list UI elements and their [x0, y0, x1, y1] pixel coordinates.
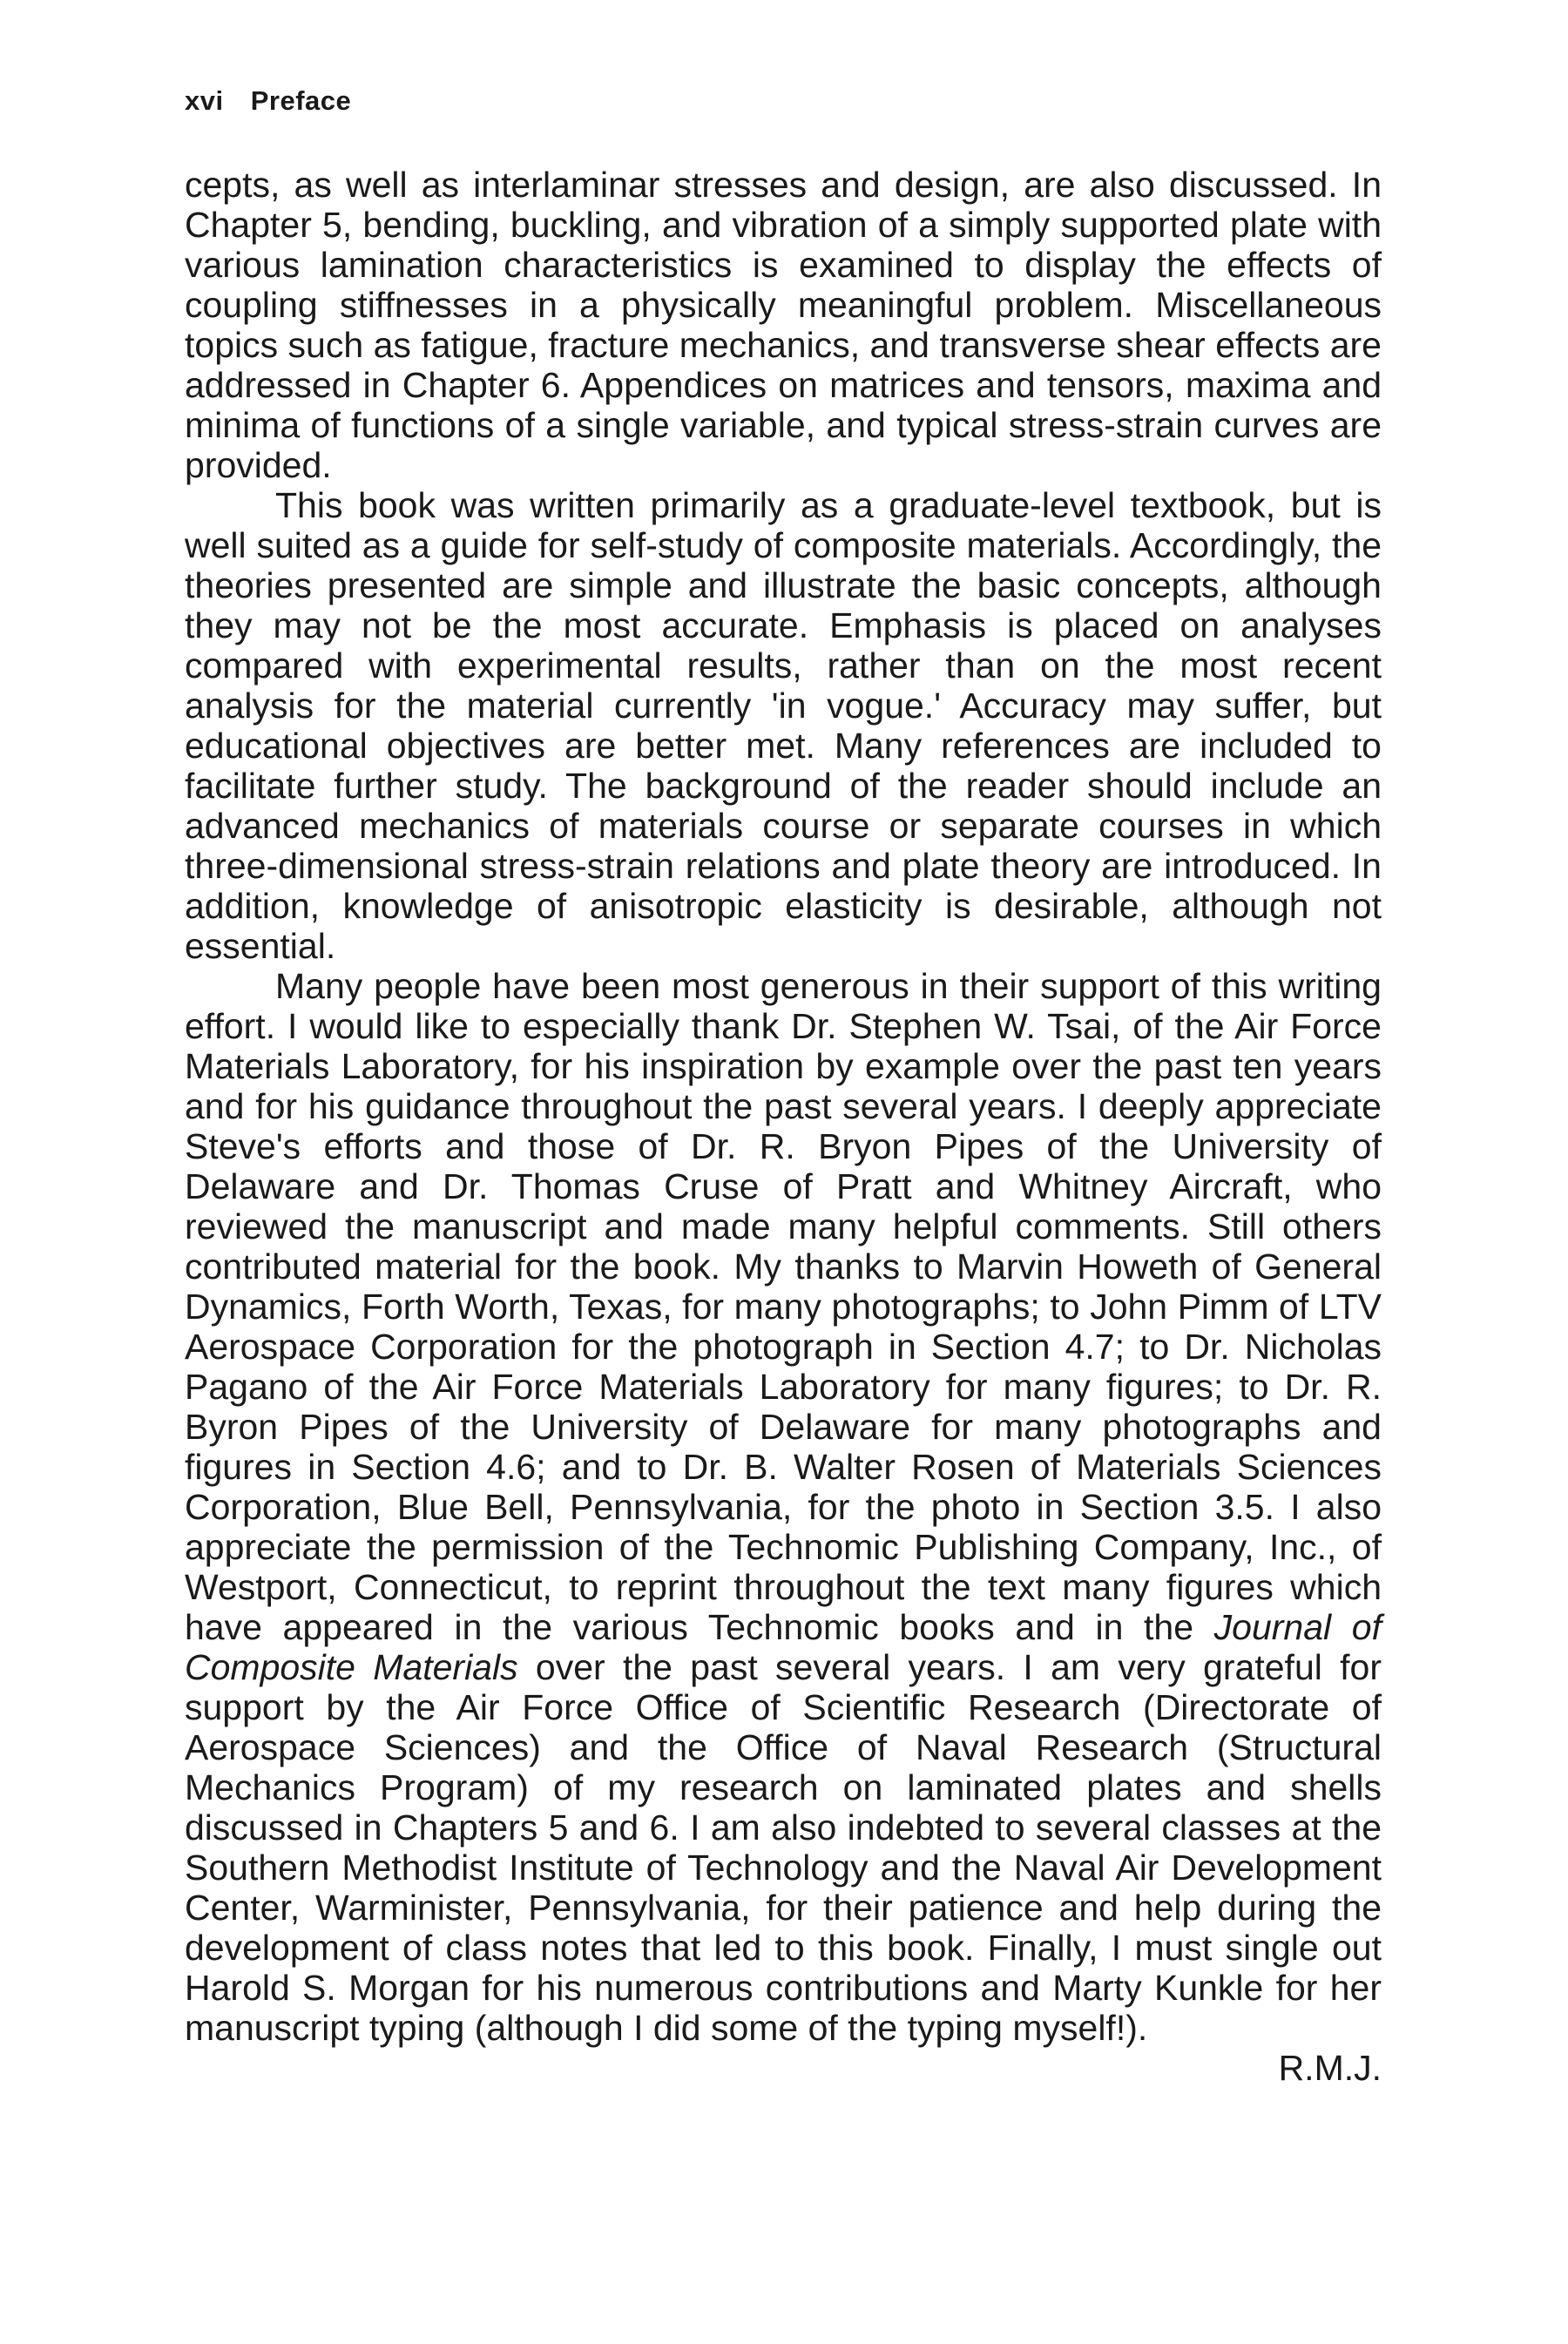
- page-number: xvi: [185, 85, 224, 116]
- author-initials: R.M.J.: [1278, 2048, 1382, 2088]
- section-title: Preface: [250, 85, 352, 116]
- paragraph-book-purpose: This book was written primarily as a graduate-level textbook, but is well suited as a guide for self-study of composite materials. Accordingly, the theories presented are simple and illustrate the basic concepts, although they may not be the most accurate. Emphasis is placed on analyses compared with experimental results, rather than on the most recent analysis for the material currently 'in vogue.' Accuracy may suffer, but educational objectives are better met. Many references are included to facilitate further study. The background of the reader should include an advanced mechanics of materials course or separate courses in which three-dimensional stress-strain relations and plate theory are introduced. In addition, knowledge of anisotropic elasticity is desirable, although not essential.: [185, 485, 1382, 966]
- paragraph-continued: cepts, as well as interlaminar stresses and design, are also discussed. In Chapter 5, bending, buckling, and vibration of a simply supported plate with various lamination characteristics is examined to display the effects of coupling stiffnesses in a physically meaningful problem. Miscellaneous topics such as fatigue, fracture mechanics, and transverse shear effects are addressed in Chapter 6. Appendices on matrices and tensors, maxima and minima of functions of a single variable, and typical stress-strain curves are provided.: [185, 165, 1382, 485]
- journal-title: Journal of Composite Materials: [185, 1607, 1382, 1687]
- acknowledgments-text-part-1: Many people have been most generous in their support of this writing effort. I would like to especially thank Dr. Stephen W. Tsai, of the Air Force Materials Laboratory, for his inspiration by example over the past ten years and for his guidance throughout the past several years. I deeply appreciate Steve's efforts and those of Dr. R. Bryon Pipes of the University of Delaware and Dr. Thomas Cruse of Pratt and Whitney Aircraft, who reviewed the manuscript and made many helpful comments. Still others contributed material for the book. My thanks to Marvin Howeth of General Dynamics, Forth Worth, Texas, for many photographs; to John Pimm of LTV Aerospace Corporation for the photograph in Section 4.7; to Dr. Nicholas Pagano of the Air Force Materials Laboratory for many figures; to Dr. R. Byron Pipes of the University of Delaware for many photographs and figures in Section 4.6; and to Dr. B. Walter Rosen of Materials Sciences Corporation, Blue Bell, Pennsylvania, for the photo in Section 3.5. I also appreciate the permission of the Technomic Publishing Company, Inc., of Westport, Connecticut, to reprint throughout the text many figures which have appeared in the various Technomic books and in the: [185, 966, 1382, 1647]
- paragraph-acknowledgments: [185, 966, 1382, 2048]
- acknowledgments-text-part-2: over the past several years. I am very grateful for support by the Air Force Office of Scientific Research (Directorate of Aerospace Sciences) and the Office of Naval Research (Structural Mechanics Program) of my research on laminated plates and shells discussed in Chapters 5 and 6. I am also indebted to several classes at the Southern Methodist Institute of Technology and the Naval Air Development Center, Warminister, Pennsylvania, for their patience and help during the development of class notes that led to this book. Finally, I must single out Harold S. Morgan for his numerous contributions and Marty Kunkle for her manuscript typing (although I did some of the typing myself!).: [185, 1647, 1382, 2048]
- running-head: [185, 85, 351, 117]
- body-text: [185, 165, 1382, 2088]
